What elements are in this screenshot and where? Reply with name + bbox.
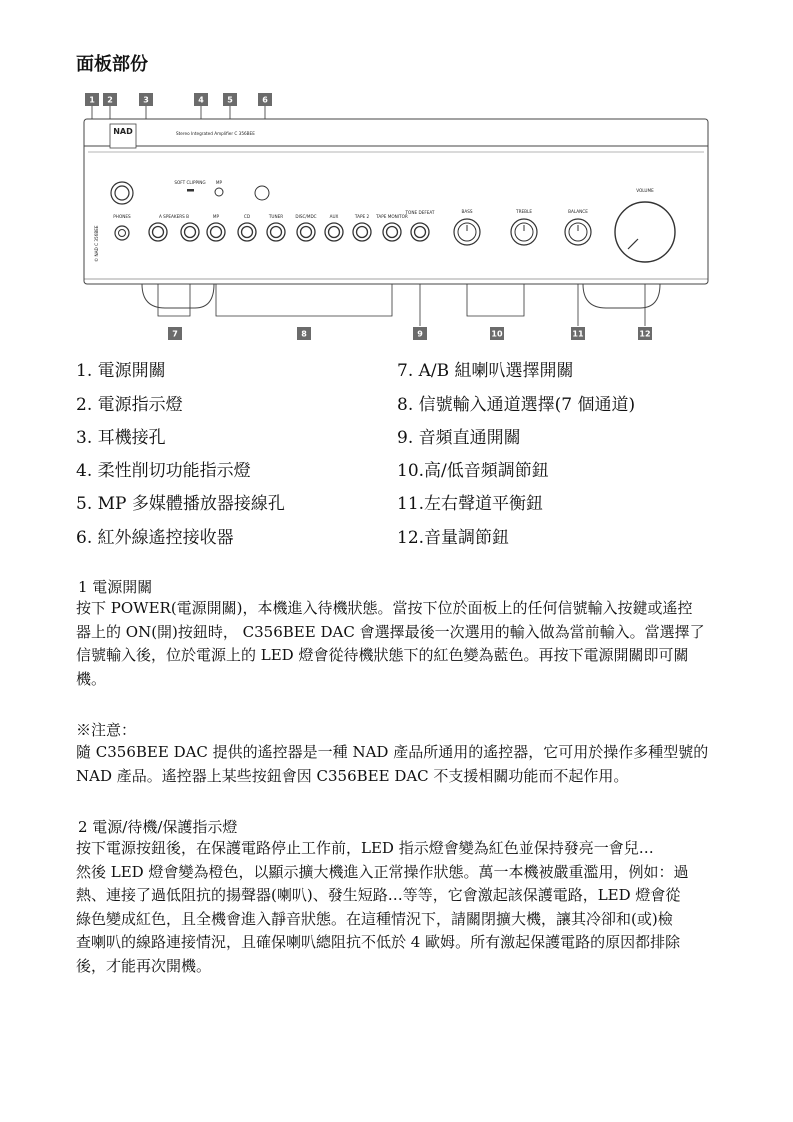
input-selector-label: TAPE 2 <box>354 214 370 219</box>
balance-label: BALANCE <box>568 209 588 214</box>
ir-receiver <box>255 186 269 200</box>
section-1-line: 器上的 ON(開)按鈕時， C356BEE DAC 會選擇最後一次選用的輸入做為當前輸入。當選擇了 <box>76 622 705 641</box>
callout-number: 4 <box>198 95 204 105</box>
section-2-line: 綠色變成紅色，且全機會進入靜音狀態。在這種情況下，請關閉擴大機，讓其冷卻和(或)檢 <box>76 909 673 928</box>
legend-item-6: 6. 紅外線遙控接收器 <box>76 528 234 548</box>
volume-label: VOLUME <box>636 188 654 193</box>
tone-defeat-label: TONE DEFEAT <box>405 210 435 215</box>
section-2-body <box>76 837 718 978</box>
input-selector-label: TUNER <box>268 214 284 219</box>
front-panel-diagram <box>0 0 793 350</box>
callout-number: 11 <box>572 329 584 339</box>
legend-item-10: 10.高/低音頻調節鈕 <box>397 461 549 481</box>
section-1-heading: 1 電源開關 <box>78 578 153 596</box>
speakers-label: A SPEAKERS B <box>158 214 190 219</box>
input-selector-label: MP <box>212 214 220 219</box>
input-selector-label: AUX <box>329 214 339 219</box>
legend-item-4: 4. 柔性削切功能指示燈 <box>76 461 251 481</box>
section-1-line: 機。 <box>76 669 107 688</box>
volume-knob[interactable] <box>615 202 675 262</box>
note-line: NAD 產品。遙控器上某些按鈕會因 C356BEE DAC 不支援相關功能而不起作用。 <box>76 766 629 785</box>
page-title: 面板部份 <box>76 54 148 75</box>
brand-label: NAD <box>113 127 133 136</box>
treble-label: TREBLE <box>516 209 532 214</box>
note-heading: ※注意： <box>76 721 137 739</box>
callout-number: 12 <box>639 329 651 339</box>
callout-number: 9 <box>417 329 423 339</box>
callout-number: 8 <box>301 329 307 339</box>
note-line: 隨 C356BEE DAC 提供的遙控器是一種 NAD 產品所通用的遙控器，它可用於操作多種型號的 <box>76 743 709 761</box>
input-selector-label: CD <box>243 214 251 219</box>
legend-item-7: 7. A/B 組喇叭選擇開關 <box>397 361 574 381</box>
legend-item-9: 9. 音頻直通開關 <box>397 428 521 448</box>
section-1-body <box>76 597 718 691</box>
soft-clipping-led <box>187 189 194 192</box>
legend-item-5: 5. MP 多媒體播放器接線孔 <box>76 494 285 514</box>
callout-number: 1 <box>89 95 95 105</box>
section-1-line: 信號輸入後，位於電源上的 LED 燈會從待機狀態下的紅色變為藍色。再按下電源開關即可關 <box>76 646 689 664</box>
section-2-line: 後，才能再次開機。 <box>76 956 212 975</box>
legend-item-12: 12.音量調節鈕 <box>397 528 510 548</box>
callout-number: 2 <box>107 95 113 105</box>
phones-label: PHONES <box>113 214 131 219</box>
mp-jack[interactable] <box>215 188 223 196</box>
side-text: © NAD C 356BEE <box>94 225 99 262</box>
section-2-line: 熱、連接了過低阻抗的揚聲器(喇叭)、發生短路…等等，它會激起該保護電路，LED 燈會從 <box>76 886 681 904</box>
callout-number: 5 <box>227 95 233 105</box>
legend-item-11: 11.左右聲道平衡鈕 <box>397 494 544 514</box>
input-selector-label: TAPE MONITOR <box>376 214 408 219</box>
callout-number: 6 <box>262 95 268 105</box>
section-2-heading: 2 電源/待機/保護指示燈 <box>78 818 238 836</box>
legend-item-1: 1. 電源開關 <box>76 361 166 381</box>
soft-clipping-label: SOFT CLIPPING <box>174 180 206 185</box>
model-text: Stereo Integrated Amplifier C 356BEE <box>176 131 255 136</box>
callout-number: 10 <box>491 329 503 339</box>
legend-item-8: 8. 信號輸入通道選擇(7 個通道) <box>397 395 636 415</box>
callout-number: 3 <box>143 95 149 105</box>
mp-jack-label: MP <box>215 180 223 185</box>
input-selector-label: DISC/MDC <box>295 214 317 219</box>
callout-number: 7 <box>172 329 178 339</box>
bass-label: BASS <box>461 209 473 214</box>
legend-item-3: 3. 耳機接孔 <box>76 428 166 448</box>
section-1-line: 按下 POWER(電源開關)，本機進入待機狀態。當按下位於面板上的任何信號輸入按鍵或遙控 <box>76 599 693 617</box>
note-body <box>76 741 718 788</box>
section-2-line: 按下電源按鈕後，在保護電路停止工作前，LED 指示燈會變為紅色並保持發亮一會兒… <box>76 839 654 857</box>
legend-item-2: 2. 電源指示燈 <box>76 395 183 415</box>
section-2-line: 查喇叭的線路連接情況，且確保喇叭總阻抗不低於 4 歐姆。所有激起保護電路的原因都排除 <box>76 933 681 951</box>
section-2-line: 然後 LED 燈會變為橙色，以顯示擴大機進入正常操作狀態。萬一本機被嚴重濫用，例如：過 <box>76 862 689 881</box>
